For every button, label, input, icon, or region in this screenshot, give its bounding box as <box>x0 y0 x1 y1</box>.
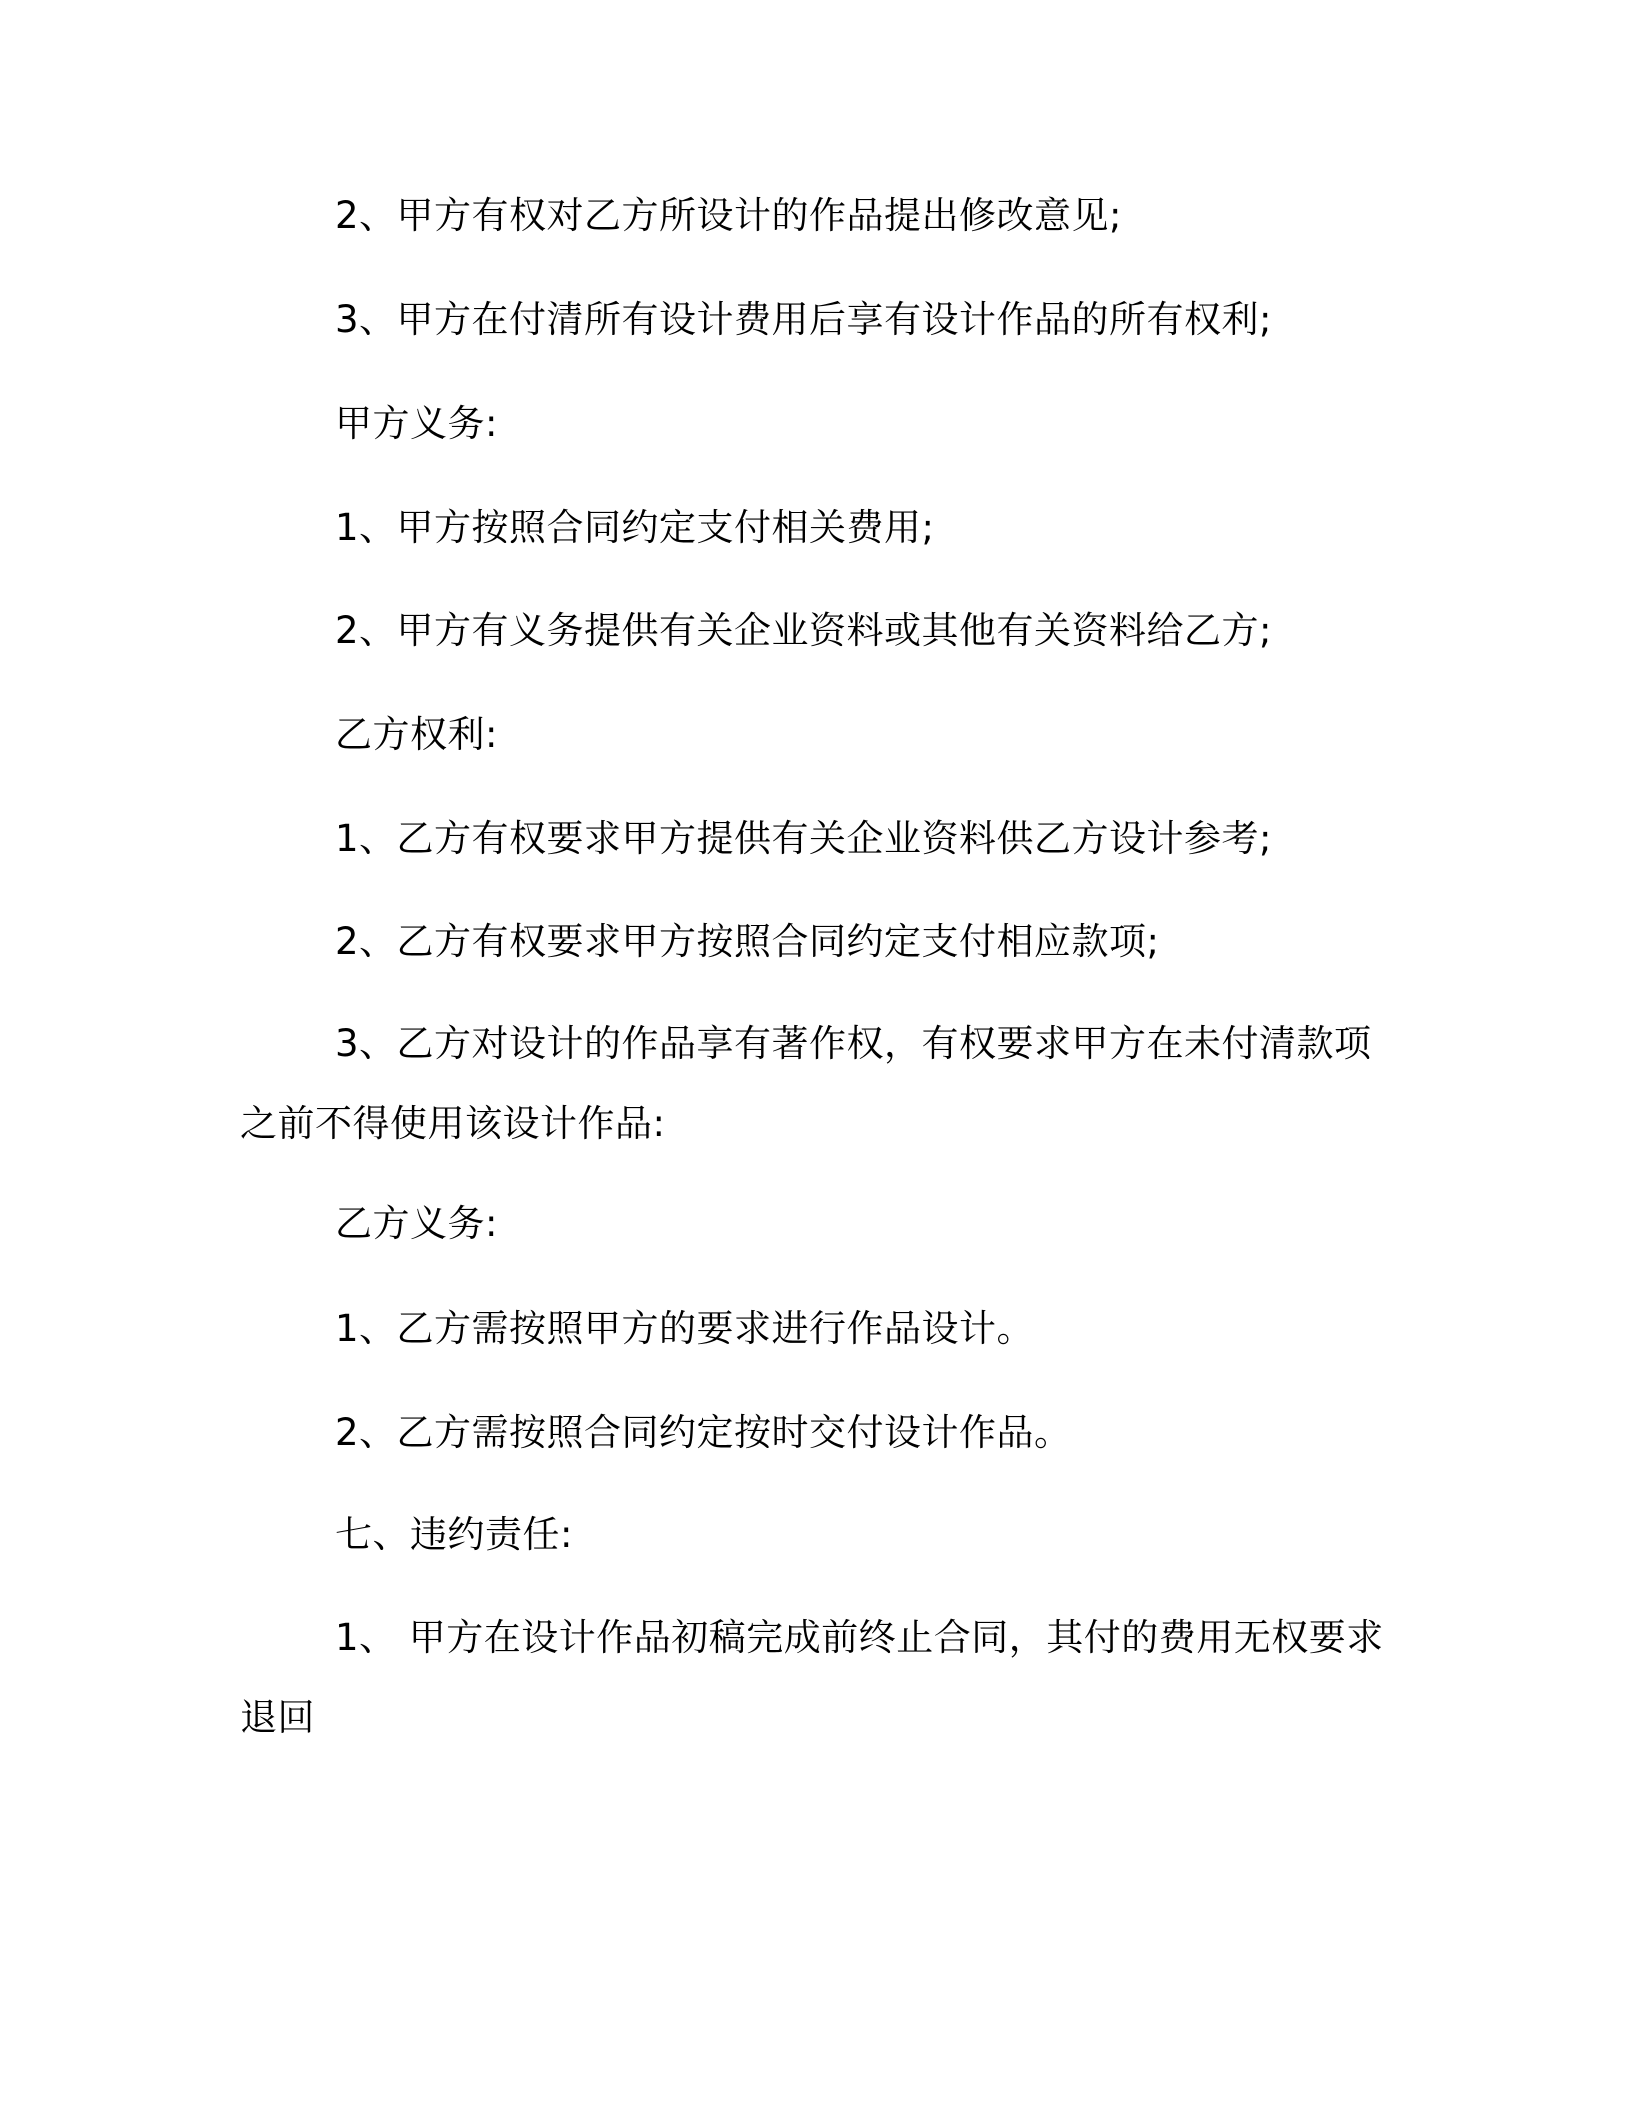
section-heading: 乙方权利: <box>335 713 498 756</box>
clause-line: 2、甲方有权对乙方所设计的作品提出修改意见; <box>335 194 1123 237</box>
clause-line: 2、甲方有义务提供有关企业资料或其他有关资料给乙方; <box>335 609 1273 652</box>
clause-line: 2、乙方有权要求甲方按照合同约定支付相应款项; <box>335 920 1160 963</box>
clause-line: 3、甲方在付清所有设计费用后享有设计作品的所有权利; <box>335 298 1273 341</box>
clause-line: 3、乙方对设计的作品享有著作权，有权要求甲方在未付清款项 <box>335 1022 1372 1065</box>
section-heading: 乙方义务: <box>335 1202 498 1245</box>
section-heading: 甲方义务: <box>335 402 498 445</box>
clause-line: 1、甲方按照合同约定支付相关费用; <box>335 506 935 549</box>
clause-line-continuation: 之前不得使用该设计作品: <box>240 1102 666 1145</box>
clause-line: 1、 甲方在设计作品初稿完成前终止合同，其付的费用无权要求 <box>335 1616 1384 1659</box>
clause-line: 1、乙方需按照甲方的要求进行作品设计。 <box>335 1307 1035 1350</box>
clause-line: 2、乙方需按照合同约定按时交付设计作品。 <box>335 1411 1072 1454</box>
clause-line: 1、乙方有权要求甲方提供有关企业资料供乙方设计参考; <box>335 817 1273 860</box>
section-heading: 七、违约责任: <box>335 1513 573 1556</box>
clause-line-continuation: 退回 <box>240 1696 315 1739</box>
